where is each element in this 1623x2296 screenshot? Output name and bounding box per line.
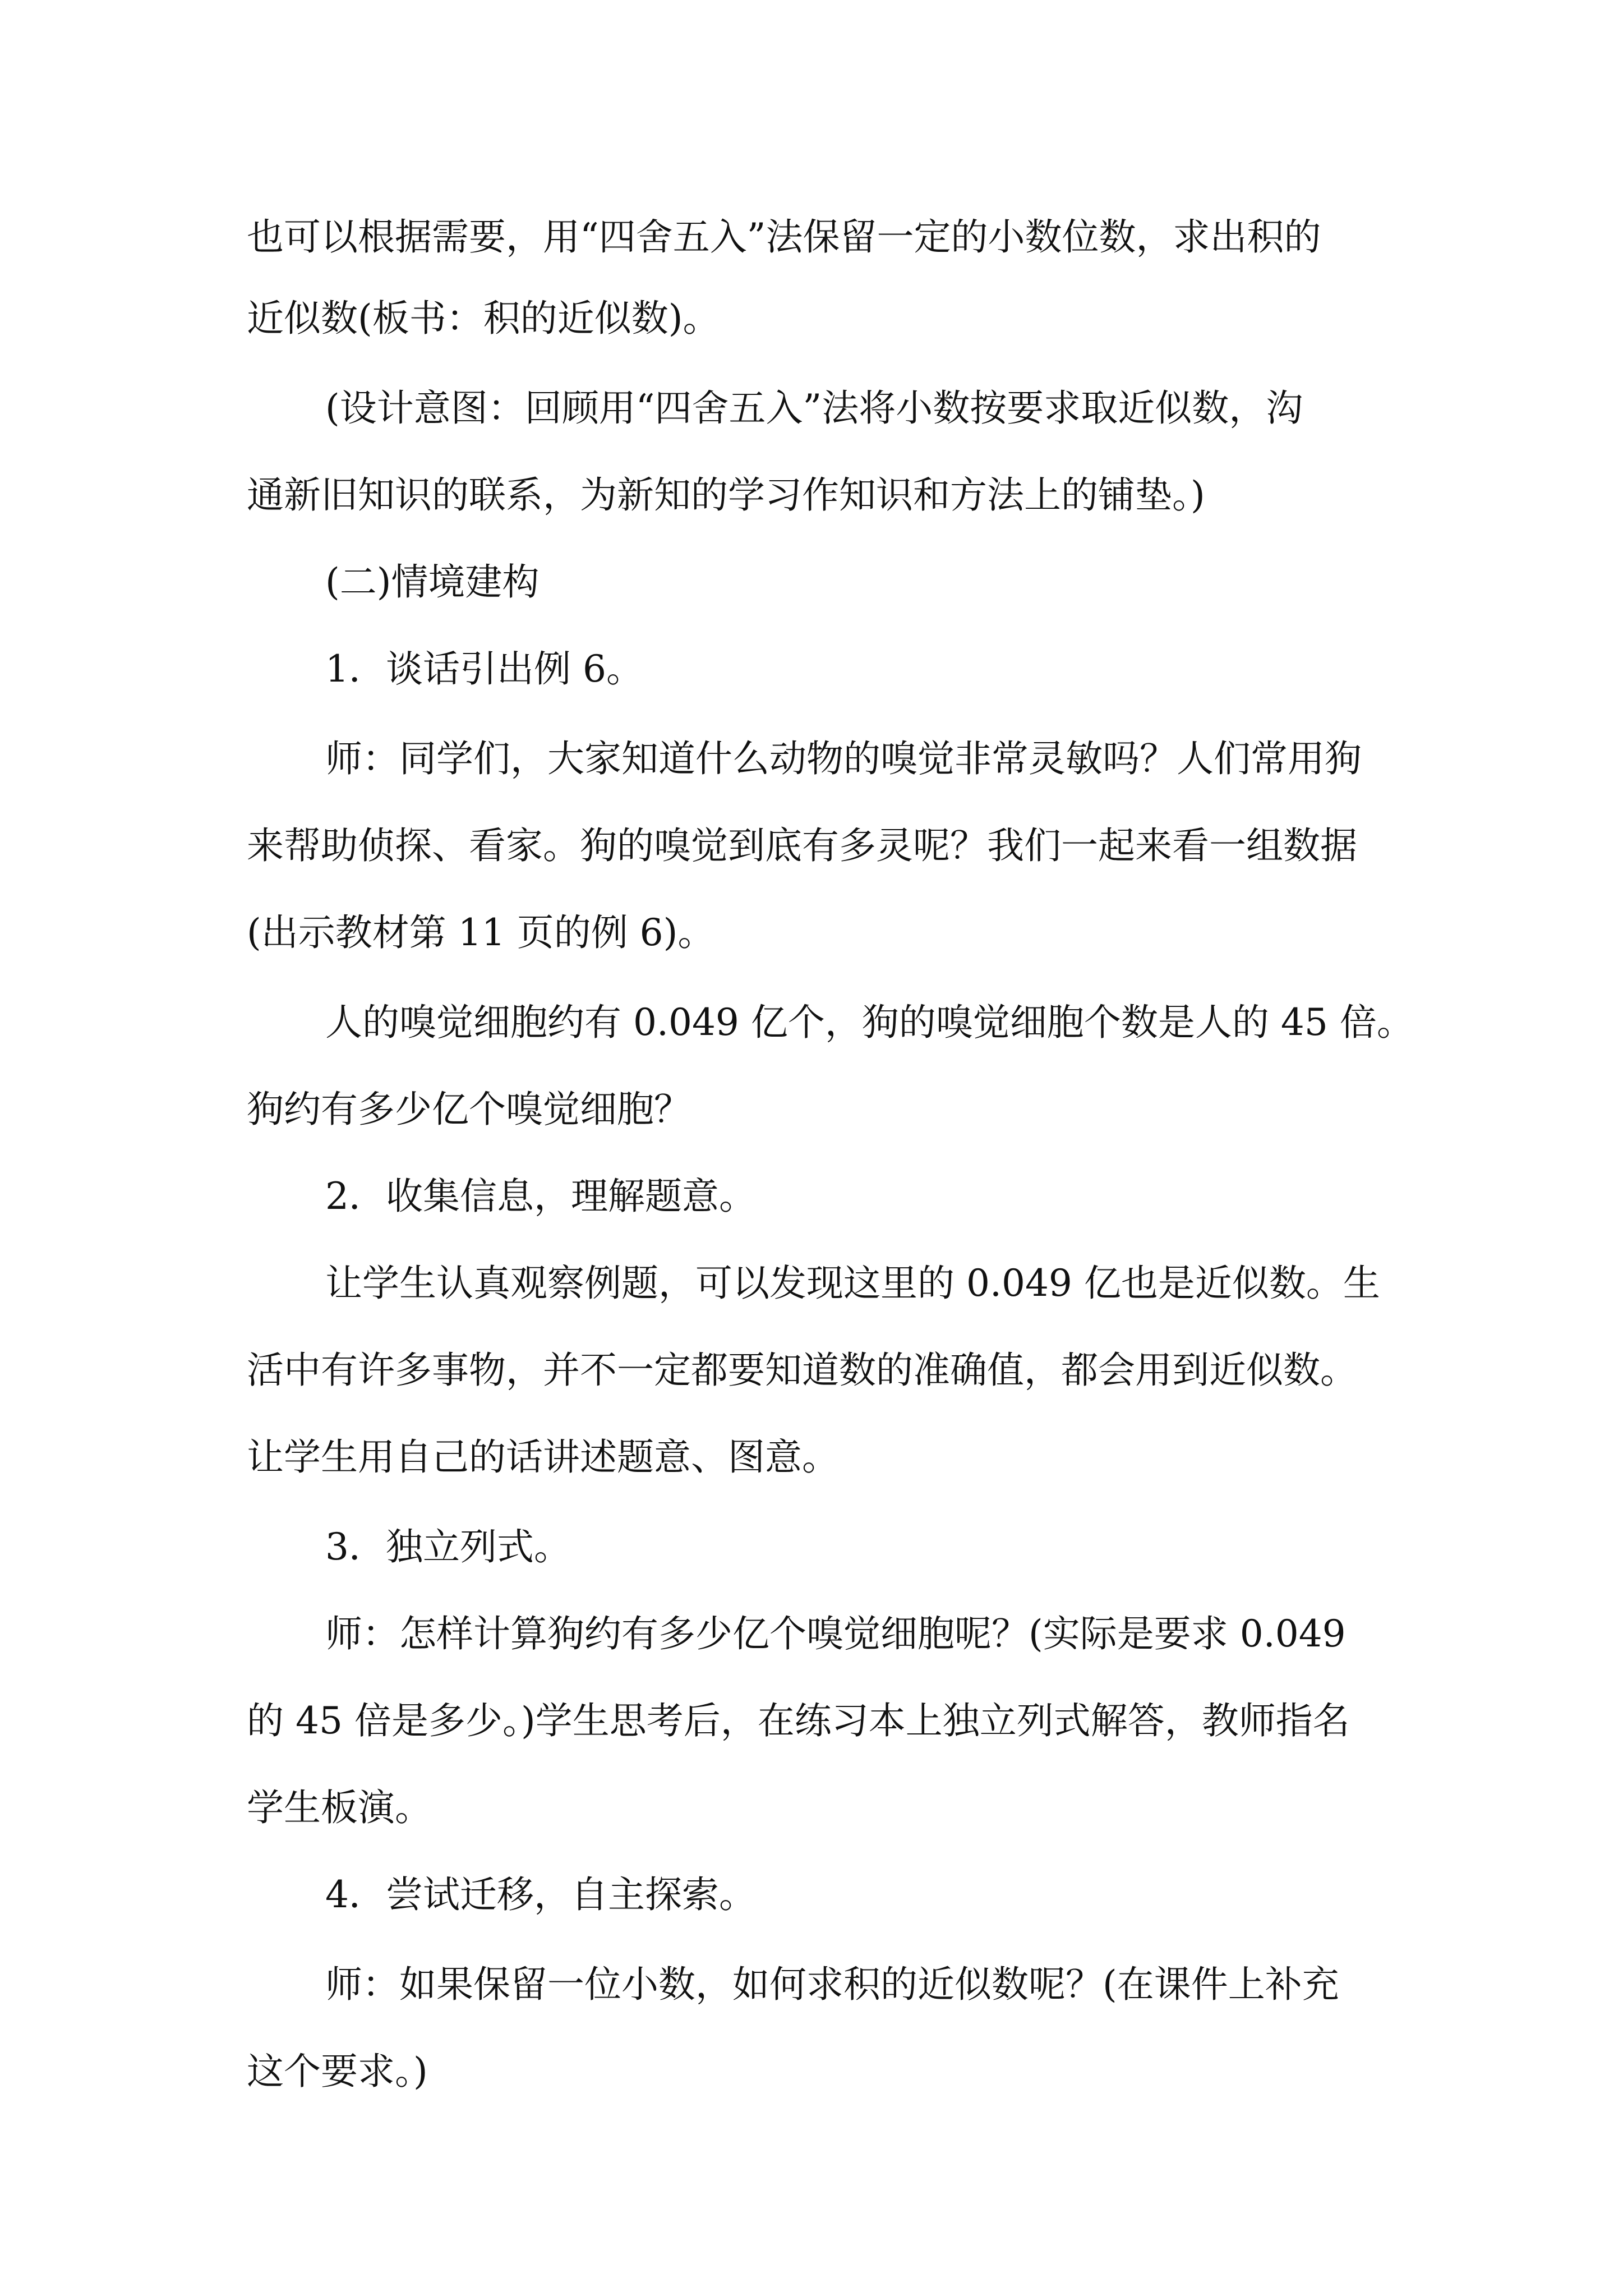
text-line: (出示教材第 11 页的例 6)。 <box>247 911 715 954</box>
text-line: (设计意图：回顾用“四舍五入”法将小数按要求取近似数，沟 <box>325 386 1303 430</box>
text-line: 师：怎样计算狗约有多少亿个嗅觉细胞呢？(实际是要求 0.049 <box>325 1612 1346 1655</box>
text-line: 让学生用自己的话讲述题意、图意。 <box>247 1435 839 1479</box>
text-line: 来帮助侦探、看家。狗的嗅觉到底有多灵呢？我们一起来看一组数据 <box>247 824 1357 867</box>
text-line: 师：如果保留一位小数，如何求积的近似数呢？(在课件上补充 <box>325 1963 1339 2006</box>
step-heading: 1．谈话引出例 6。 <box>325 647 643 691</box>
text-line: 让学生认真观察例题，可以发现这里的 0.049 亿也是近似数。生 <box>325 1262 1380 1305</box>
text-line: 也可以根据需要，用“四舍五入”法保留一定的小数位数，求出积的 <box>247 215 1321 259</box>
section-heading: (二)情境建构 <box>325 560 540 604</box>
text-line: 人的嗅觉细胞约有 0.049 亿个，狗的嗅觉细胞个数是人的 45 倍。 <box>325 1001 1414 1044</box>
text-line: 近似数(板书：积的近似数)。 <box>247 297 720 340</box>
text-line: 的 45 倍是多少。)学生思考后，在练习本上独立列式解答，教师指名 <box>247 1699 1350 1742</box>
step-heading: 4．尝试迁移，自主探索。 <box>325 1873 756 1916</box>
text-line: 活中有许多事物，并不一定都要知道数的准确值，都会用到近似数。 <box>247 1349 1357 1392</box>
text-line: 师：同学们，大家知道什么动物的嗅觉非常灵敏吗？人们常用狗 <box>325 737 1362 780</box>
step-heading: 3．独立列式。 <box>325 1525 571 1568</box>
text-line: 通新旧知识的联系，为新知的学习作知识和方法上的铺垫。) <box>247 473 1205 517</box>
text-line: 狗约有多少亿个嗅觉细胞？ <box>247 1088 691 1131</box>
step-heading: 2．收集信息，理解题意。 <box>325 1175 756 1218</box>
text-line: 这个要求。) <box>247 2050 428 2093</box>
text-line: 学生板演。 <box>247 1786 432 1829</box>
